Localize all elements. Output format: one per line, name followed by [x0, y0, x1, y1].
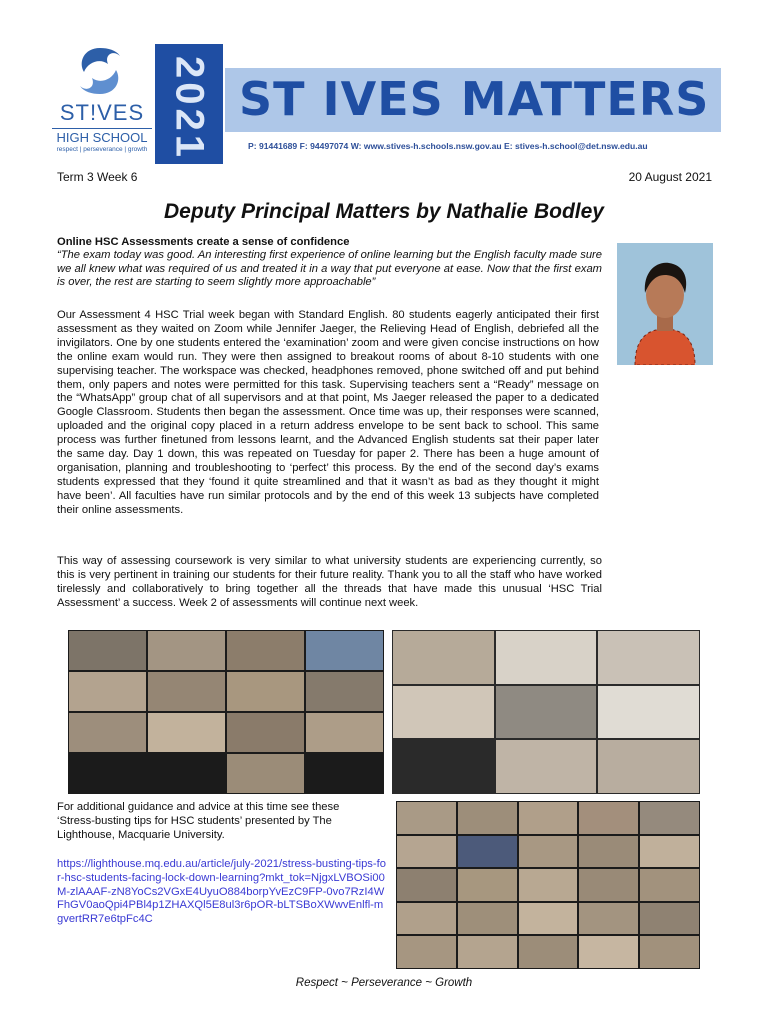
swirl-logo-icon	[74, 44, 126, 98]
masthead-title: ST IVES MATTERS	[239, 72, 710, 126]
zoom-gallery-image-3	[396, 801, 700, 969]
author-photo	[617, 243, 713, 365]
school-name: ST!VES	[59, 100, 145, 125]
school-logo	[52, 44, 150, 164]
year-badge	[155, 44, 223, 164]
guidance-text: For additional guidance and advice at this time see these ‘Stress-busting tips for HSC students’ presented by The Lighthouse, Macquarie University.	[57, 801, 340, 841]
school-subtitle: HIGH SCHOOL	[52, 128, 152, 145]
masthead-banner	[225, 68, 721, 132]
term-label: Term 3 Week 6	[57, 170, 138, 184]
school-motto: respect | perseverance | growth	[56, 146, 148, 153]
student-quote: “The exam today was good. An interesting first experience of online learning but the English faculty made sure we all knew what was required of us and treated it in a way that put everyone at ease. Now that the first exam is over, the rest are starting to seem slightly more approachable”	[57, 249, 602, 288]
issue-date: 20 August 2021	[628, 170, 712, 184]
zoom-gallery-image-1	[68, 630, 384, 794]
article-subheading: Online HSC Assessments create a sense of confidence	[57, 236, 350, 248]
portrait-image	[617, 243, 713, 365]
article-paragraph-2: This way of assessing coursework is very similar to what university students are experiencing currently, so this is very pertinent in training our students for their future reality. Thank you to all the staff who have worked tirelessly and collaboratively to bring together all the threads that have made this unusual ‘HSC Trial Assessment’ a success. Week 2 of assessments will continue next week.	[57, 555, 602, 609]
lighthouse-link[interactable]: https://lighthouse.mq.edu.au/article/july-2021/stress-busting-tips-for-hsc-students-facing-lock-down-learning?mkt_tok=NjgxLVBOSi00M-zlAAAF-zN8YoCs2VGxE4UyuO884borpYvEzC9FP-0vo7RzI4WFhGV0aoQpi4PBl4p1ZHAXQl5E8ul3r6pOR-bLTSBoXWwvEnlfl-mgvertRR7e6tpFc4C	[57, 858, 386, 926]
year-text: 2021	[167, 56, 212, 161]
article-paragraph-1: Our Assessment 4 HSC Trial week began with Standard English. 80 students eagerly anticipated their first assessment as they waited on Zoom while Jennifer Jaeger, the Relieving Head of English, debriefed all the invigilators. One by one students entered the ‘examination’ zoom and were given concise instructions on how the online exam would run. They were then assigned to breakout rooms of about 8-10 students with one supervising teacher. The workspace was checked, headphones removed, phone switched off and put behind them, only papers and notes were permitted for this task. Supervising teachers sent a “Ready” message on the “WhatsApp” group chat of all supervisors and at that point, Ms Jaeger released the paper to a dedicated Google Classroom. Students then began the assessment. Once time was up, their responses were scanned, uploaded and the original copy placed in a return address envelope to be sent back to school. This same process was further finetuned from lessons learnt, and the Advanced English students sat their paper later the same day. Day 1 down, this was repeated on Tuesday for paper 2. There has been a huge amount of organisation, planning and troubleshooting to ‘perfect’ this process. By the end of the second day’s exams students expressed that they ‘found it quite streamlined and that it wasn’t as bad as they thought it might have been’. All faculties have run similar protocols and by the end of this week 13 subjects have completed their online assessments.	[57, 309, 599, 516]
article-headline: Deputy Principal Matters by Nathalie Bodley	[164, 200, 604, 223]
contact-line: P: 91441689 F: 94497074 W: www.stives-h.schools.nsw.gov.au E: stives-h.school@det.nsw.edu.au	[248, 141, 648, 151]
footer-motto: Respect ~ Perseverance ~ Growth	[295, 977, 473, 989]
zoom-gallery-image-2	[392, 630, 700, 794]
